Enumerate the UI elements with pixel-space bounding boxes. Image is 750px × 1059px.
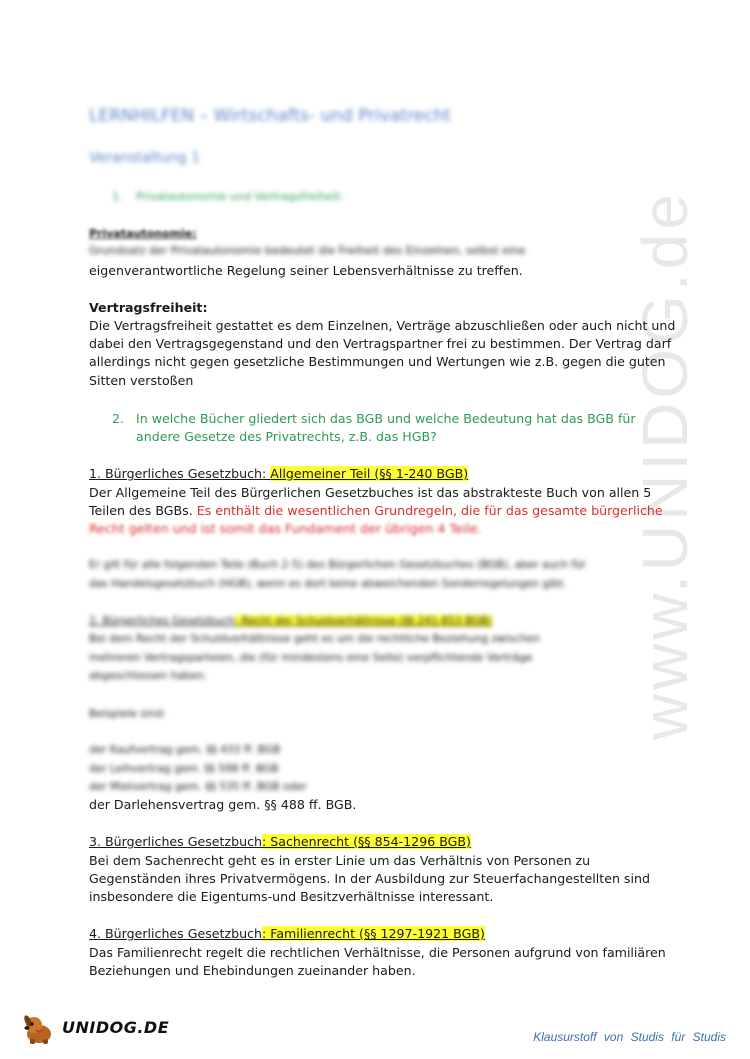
vertragsfreiheit-line: dabei den Vertragsgegenstand und den Vertragspartner frei zu bestimmen. Der Vertrag darf (89, 336, 672, 351)
vertragsfreiheit-line: Sitten verstoßen (89, 373, 194, 388)
vertragsfreiheit-heading: Vertragsfreiheit: (89, 300, 208, 315)
book-4-prefix: 4. Bürgerliches Gesetzbuch (89, 926, 262, 941)
book-3-line: insbesondere die Eigentums-und Besitzverhältnisse interessant. (89, 889, 494, 904)
book-4-heading (89, 925, 485, 944)
book-2-example: der Mietvertrag gem. §§ 535 ff. BGB oder (89, 781, 307, 793)
book-1-red-text: Es enthält die wesentlichen Grundregeln, die für das gesamte bürgerliche (196, 503, 663, 518)
book-4-line: Das Familienrecht regelt die rechtlichen Verhältnisse, die Personen aufgrund von familiären (89, 945, 666, 960)
book-2-example: der Kaufvertrag gem. §§ 433 ff. BGB (89, 744, 281, 756)
question-2-number: 2. (112, 411, 125, 426)
privatautonomie-heading: Privatautonomie: (89, 227, 197, 240)
logo-text: UNIDOG.DE (62, 1018, 170, 1037)
book-2-heading (89, 612, 492, 631)
book-4-highlight: : Familienrecht (§§ 1297-1921 BGB) (261, 926, 485, 941)
footer-tagline: Klausurstoff von Studis für Studis (533, 1030, 726, 1044)
book-1-line: Er gilt für alle folgenden Teile (Buch 2-5) des Bürgerlichen Gesetzbuches (BGB), aber auch für (89, 559, 586, 571)
book-2-prefix: 2. Bürgerliches Gesetzbuch (89, 615, 235, 627)
book-2-line: abgeschlossen haben. (89, 670, 208, 682)
question-1-number: 1. (112, 190, 123, 203)
book-1-highlight: Allgemeiner Teil (§§ 1-240 BGB) (270, 466, 469, 481)
book-2-line: Bei dem Recht der Schuldverhältnisse geht es um die rechtliche Beziehung zwischen (89, 633, 540, 645)
book-1-prefix: 1. Bürgerliches Gesetzbuch: (89, 466, 271, 481)
book-3-highlight: : Sachenrecht (§§ 854-1296 BGB) (261, 834, 471, 849)
book-2-examples-label: Beispiele sind: (89, 708, 166, 720)
book-1-line: Der Allgemeine Teil des Bürgerlichen Gesetzbuches ist das abstrakteste Buch von allen 5 (89, 485, 652, 500)
book-1-heading (89, 465, 468, 484)
page-subtitle: Veranstaltung 1 (89, 150, 201, 166)
question-1-text: Privatautonomie und Vertragsfreiheit: (136, 190, 344, 203)
question-2-line: In welche Bücher gliedert sich das BGB und welche Bedeutung hat das BGB für (136, 411, 636, 426)
privatautonomie-line: eigenverantwortliche Regelung seiner Lebensverhältnisse zu treffen. (89, 263, 523, 278)
vertragsfreiheit-line: allerdings nicht gegen gesetzliche Bestimmungen und Wertungen wie z.B. gegen die guten (89, 354, 666, 369)
page-title: LERNHILFEN – Wirtschafts- und Privatrecht (89, 106, 451, 126)
book-1-line-start: Teilen des BGBs. (89, 503, 197, 518)
book-3-line: Gegenständen ihres Privatvermögens. In der Ausbildung zur Steuerfachangestellten sind (89, 871, 650, 886)
watermark-text: www.UNIDOG.de (629, 190, 701, 740)
dog-icon (22, 1012, 56, 1046)
book-2-highlight: : Recht der Schuldverhältnisse (§§ 241-853 BGB) (234, 615, 492, 627)
book-2-line: mehreren Vertragsparteien, die (für mindestens eine Seite) verpflichtende Verträge (89, 652, 533, 664)
book-3-prefix: 3. Bürgerliches Gesetzbuch (89, 834, 262, 849)
book-3-heading (89, 833, 471, 852)
book-1-line (89, 502, 663, 521)
unidog-logo[interactable] (22, 1012, 170, 1046)
book-3-line: Bei dem Sachenrecht geht es in erster Linie um das Verhältnis von Personen zu (89, 853, 591, 868)
question-2-line: andere Gesetze des Privatrechts, z.B. das HGB? (136, 429, 437, 444)
book-1-red-line: Recht gelten und ist somit das Fundament der übrigen 4 Teile. (89, 521, 482, 536)
book-2-example: der Darlehensvertrag gem. §§ 488 ff. BGB. (89, 797, 357, 812)
privatautonomie-line: Grundsatz der Privatautonomie bedeutet die Freiheit des Einzelnen, selbst eine (89, 244, 526, 257)
book-4-line: Beziehungen und Ehebindungen zueinander haben. (89, 963, 416, 978)
book-1-line: das Handelsgesetzbuch (HGB), wenn es dort keine abweichenden Sonderregelungen gibt. (89, 578, 567, 590)
book-2-example: der Leihvertrag gem. §§ 598 ff. BGB (89, 763, 279, 775)
vertragsfreiheit-line: Die Vertragsfreiheit gestattet es dem Einzelnen, Verträge abzuschließen oder auch nicht und (89, 318, 676, 333)
